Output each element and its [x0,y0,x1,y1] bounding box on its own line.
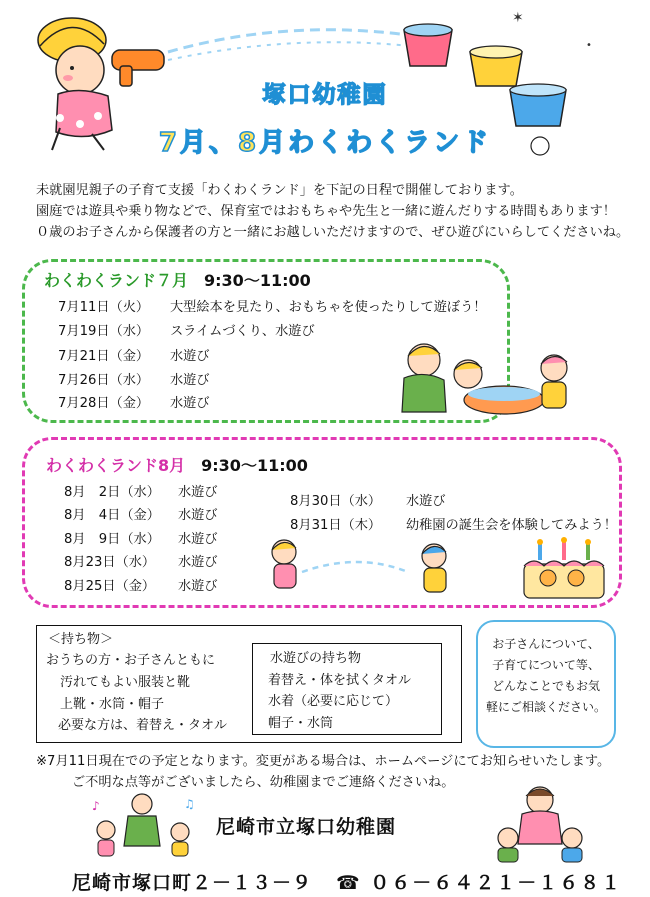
schedule-row [64,528,218,547]
svg-text:✶: ✶ [512,10,524,26]
schedule-row [290,514,617,533]
schedule-row [64,504,218,523]
schedule-row [58,369,210,388]
school-name-title: 塚口幼稚園 [262,82,388,108]
august-heading-label: わくわくランド8月 [46,456,186,475]
svg-text:♫: ♫ [184,797,195,811]
schedule-date: 8月31日（木） [290,518,382,533]
schedule-activity: 水遊び [178,508,218,523]
kids-water-tub-illustration [384,338,584,420]
water-play-heading: 水遊びの持ち物 [270,651,362,666]
notice-line: ご不明な点等がございましたら、幼稚園までご連絡くださいね。 [72,775,455,790]
july-heading [44,268,311,291]
water-play-item: 帽子・水筒 [268,716,334,731]
belongings-item: おうちの方・お子さんともに [46,653,216,668]
schedule-activity: 水遊び [178,532,218,547]
phone-number-text: ０６－６４２１－１６８１ [370,872,623,894]
belongings-item: 上靴・水筒・帽子 [60,697,165,712]
schedule-activity: 水遊び [178,485,218,500]
phone-number [336,868,622,895]
belongings-item: 必要な方は、着替え・タオル [58,718,228,733]
consultation-line: 子育てについて等、 [492,658,600,672]
birthday-cake-illustration [518,536,610,602]
schedule-date: 8月 4日（金） [64,508,160,523]
schedule-row [58,320,315,339]
schedule-activity: 水遊び [170,373,210,388]
july-heading-label: わくわくランド７月 [44,271,189,290]
intro-line: ０歳のお子さんから保護者の方と一緒にお越しいただけますので、ぜひ遊びにいらしてくださいね。 [36,225,630,240]
address: 尼崎市塚口町２－１３－９ [72,872,313,894]
event-title: 7月、8月わくわくランド [158,128,492,158]
schedule-date: 7月19日（水） [58,324,150,339]
schedule-date: 7月26日（水） [58,373,150,388]
water-gun-kids-illustration [258,536,458,602]
school-full-name: 尼崎市立塚口幼稚園 [216,816,397,838]
schedule-row [58,392,210,411]
belongings-heading: ＜持ち物＞ [48,632,114,647]
schedule-row [64,551,218,570]
schedule-activity: スライムづくり、水遊び [170,324,315,339]
phone-icon: ☎ [336,872,362,894]
schedule-activity: 水遊び [178,579,218,594]
consultation-box [476,620,616,748]
schedule-row [290,490,446,509]
consultation-line: どんなことでもお気 [491,679,600,693]
schedule-row [58,296,487,315]
schedule-date: 8月30日（水） [290,494,382,509]
schedule-date: 8月25日（金） [64,579,156,594]
schedule-activity: 水遊び [178,555,218,570]
schedule-date: 7月28日（金） [58,396,150,411]
schedule-activity: 水遊び [170,396,210,411]
july-time: 9:30～11:00 [204,271,311,290]
belongings-item: 汚れてもよい服装と靴 [60,675,191,690]
dancing-kids-illustration [88,790,198,860]
schedule-row [58,345,210,364]
schedule-activity: 幼稚園の誕生会を体験してみよう！ [406,518,617,533]
schedule-row [64,575,218,594]
schedule-row [64,481,218,500]
august-time: 9:30～11:00 [201,456,308,475]
intro-line: 未就園児親子の子育て支援「わくわくランド」を下記の日程で開催しております。 [36,183,523,198]
schedule-date: 8月 2日（水） [64,485,160,500]
schedule-activity: 水遊び [170,349,210,364]
schedule-date: 8月23日（水） [64,555,156,570]
svg-text:•: • [586,40,592,51]
notice-line: ※7月11日現在での予定となります。変更がある場合は、ホームページにてお知らせいたします。 [36,754,611,769]
schedule-date: 7月11日（火） [58,300,150,315]
intro-text [36,180,629,243]
svg-text:♪: ♪ [92,799,100,813]
water-play-item: 着替え・体を拭くタオル [268,673,412,688]
schedule-activity: 大型絵本を見たり、おもちゃを使ったりして遊ぼう！ [170,300,487,315]
water-play-item: 水着（必要に応じて） [268,694,399,709]
intro-line: 園庭では遊具や乗り物などで、保育室ではおもちゃや先生と一緒に遊んだりする時間もあります！ [36,204,616,219]
schedule-date: 8月 9日（水） [64,532,160,547]
teacher-kids-illustration [488,784,592,864]
schedule-date: 7月21日（金） [58,349,150,364]
consultation-line: お子さんについて、 [492,637,600,651]
august-heading [46,453,308,476]
consultation-line: 軽にご相談ください。 [485,700,606,714]
schedule-activity: 水遊び [406,494,446,509]
